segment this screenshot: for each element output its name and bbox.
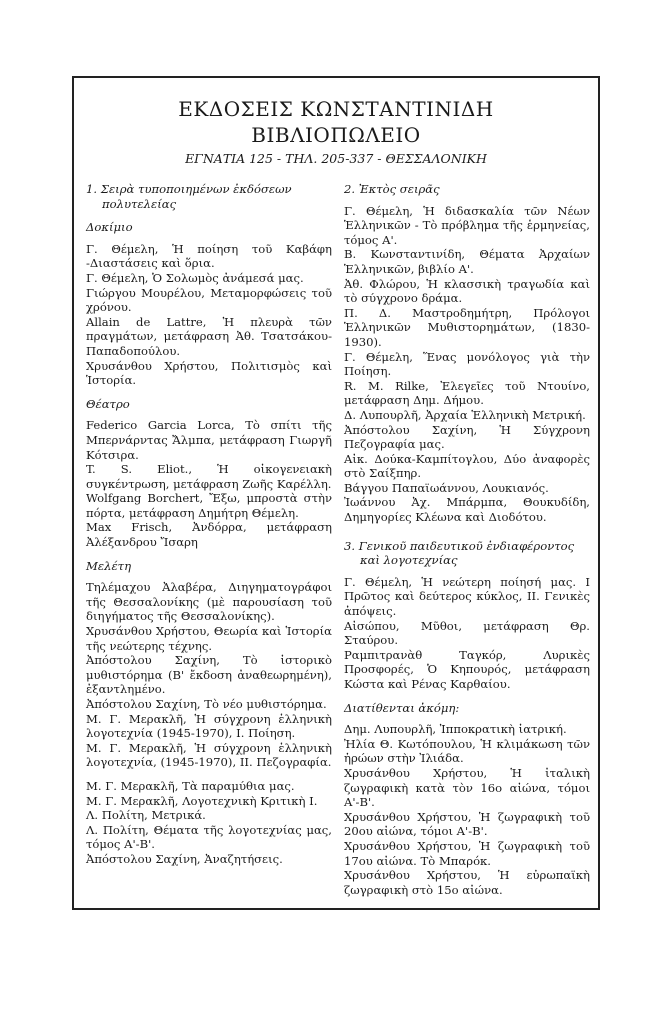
list-item: Ἀπόστολου Σαχίνη, Ἡ Σύγχρονη Πεζογραφία μας. (344, 422, 590, 452)
publisher-title: ΕΚΔΟΣΕΙΣ ΚΩΝΣΤΑΝΤΙΝΙΔΗ (178, 97, 494, 121)
list-item: Χρυσάνθου Χρήστου, Ἡ ζωγραφικὴ τοῦ 20ου αἰώνα, τόμοι Α'-Β'. (344, 809, 590, 839)
list-item: Ἀπόστολου Σαχίνη, Ἀναζητήσεις. (86, 851, 283, 866)
list-item: Χρυσάνθου Χρήστου, Ἡ ἰταλικὴ ζωγραφικὴ κατὰ τὸν 16ο αἰώνα, τόμοι Α'-Β'. (344, 765, 590, 810)
list-item: Χρυσάνθου Χρήστου, Θεωρία καὶ Ἱστορία τῆς νεώτερης τέχνης. (86, 624, 332, 653)
list-item: Αἰσώπου, Μῦθοι, μετάφραση Θρ. Σταύρου. (344, 618, 590, 648)
list-item: Δημ. Λυπουρλῆ, Ἱπποκρατικὴ ἰατρική. (344, 722, 567, 737)
list-item: Μ. Γ. Μερακλῆ, Τὰ παραμύθια μας. (86, 778, 295, 793)
theatro-heading: Θέατρο (86, 396, 130, 411)
list-item: Γιώργου Μουρέλου, Μεταμορφώσεις τοῦ χρόνου. (86, 285, 332, 315)
list-item: Ἀπόστολου Σαχίνη, Τὸ ἱστορικὸ μυθιστόρημα (Β' ἔκδοση ἀναθεωρημένη), ἐξαντλημένο. (86, 653, 332, 697)
list-item: Γ. Θέμελη, Ἡ ποίηση τοῦ Καβάφη -Διαστάσεις καὶ ὅρια. (86, 241, 332, 271)
left-column (86, 182, 332, 867)
list-item: Π. Δ. Μαστροδημήτρη, Πρόλογοι Ἑλληνικῶν Μυθιστορημάτων, (1830-1930). (344, 305, 590, 349)
list-item: Ραμπιτρανὰθ Ταγκόρ, Λυρικὲς Προσφορές, Ὁ Κηπουρός, μετάφραση Κώστα καὶ Ρένας Καρθαίου. (344, 647, 590, 691)
list-item: Ἰωάννου Ἀχ. Μπάρμπα, Θουκυδίδη, Δημηγορίες Κλέωνα καὶ Διοδότου. (344, 495, 590, 525)
section-3-heading: 3. Γενικοῦ παιδευτικοῦ ἐνδιαφέροντος (344, 538, 575, 553)
list-item: Max Frisch, Ἀνδόρρα, μετάφραση Ἀλέξανδρου Ἴσαρη (86, 520, 332, 550)
section-1-heading-cont: πολυτελείας (102, 196, 177, 211)
list-item: Βάγγου Παπαϊωάννου, Λουκιανός. (344, 480, 549, 495)
bookshop-title: ΒΙΒΛΙΟΠΩΛΕΙΟ (251, 123, 421, 147)
list-item: Αἰκ. Δούκα-Καμπίτογλου, Δύο ἀναφορὲς στὸ Σαίξπηρ. (344, 451, 590, 481)
section-3-heading-cont: καὶ λογοτεχνίας (360, 553, 458, 568)
list-item: R. M. Rilke, Ἐλεγεῖες τοῦ Ντουίνο, μετάφραση Δημ. Δήμου. (344, 378, 590, 408)
list-item: Federico Garcia Lorca, Τὸ σπίτι τῆς Μπερνάρντας Ἄλμπα, μετάφραση Γιωργῆ Κότσιρα. (86, 418, 332, 462)
section-1-heading: 1. Σειρὰ τυποποιημένων ἐκδόσεων (86, 182, 292, 196)
right-column (344, 182, 590, 897)
meleti-heading: Μελέτη (86, 558, 132, 573)
list-item: Ἀπόστολου Σαχίνη, Τὸ νέο μυθιστόρημα. (86, 697, 327, 711)
list-item: T. S. Eliot., Ἡ οἰκογενειακὴ συγκέντρωση, μετάφραση Ζωῆς Καρέλλη. (86, 462, 332, 491)
list-item: Λ. Πολίτη, Θέματα τῆς λογοτεχνίας μας, τόμος Α'-Β'. (86, 822, 332, 852)
list-item: Μ. Γ. Μερακλῆ, Ἡ σύγχρονη ἑλληνικὴ λογοτεχνία, (1945-1970), ΙΙ. Πεζογραφία. (86, 740, 332, 770)
section-2-heading: 2. Ἐκτὸς σειρᾶς (344, 182, 440, 196)
diatithentai-heading: Διατίθενται ἀκόμη: (344, 700, 460, 715)
list-item: Τηλέμαχου Ἀλαβέρα, Διηγηματογράφοι τῆς Θεσσαλονίκης (μὲ παρουσίαση τοῦ διηγήματος τῆς Θεσσαλονίκης). (86, 580, 332, 624)
list-item: Μ. Γ. Μερακλῆ, Λογοτεχνικὴ Κριτικὴ Ι. (86, 793, 318, 808)
list-item: Χρυσάνθου Χρήστου, Ἡ ζωγραφικὴ τοῦ 17ου αἰώνα. Τὸ Μπαρόκ. (344, 838, 590, 868)
list-item: Ἠλία Θ. Κωτόπουλου, Ἡ κλιμάκωση τῶν ἡρώων στὴν Ἰλιάδα. (344, 736, 590, 766)
catalog-frame (72, 76, 600, 910)
list-item: Δ. Λυπουρλῆ, Ἀρχαία Ἑλληνικὴ Μετρική. (344, 407, 586, 422)
list-item: Γ. Θέμελη, Ἡ νεώτερη ποίησή μας. Ι Πρῶτος καὶ δεύτερος κύκλος, ΙΙ. Γενικὲς ἀπόψεις. (344, 574, 590, 619)
list-item: Allain de Lattre, Ἡ πλευρὰ τῶν πραγμάτων, μετάφραση Ἀθ. Τσατσάκου-Παπαδοπούλου. (86, 314, 332, 358)
dokimio-heading: Δοκίμιο (86, 220, 133, 235)
list-item: Γ. Θέμελη, Ἕνας μονόλογος γιὰ τὴν Ποίηση. (344, 349, 590, 379)
list-item: Χρυσάνθου Χρήστου, Ἡ εὐρωπαϊκὴ ζωγραφικὴ στὸ 15ο αἰώνα. (344, 868, 590, 897)
list-item: Β. Κωνσταντινίδη, Θέματα Ἀρχαίων Ἑλληνικῶν, βιβλίο Α'. (344, 247, 590, 276)
header (74, 96, 598, 167)
list-item: Λ. Πολίτη, Μετρικά. (86, 808, 206, 823)
list-item: Γ. Θέμελη, Ὁ Σολωμὸς ἀνάμεσά μας. (86, 270, 304, 285)
list-item: Χρυσάνθου Χρήστου, Πολιτισμὸς καὶ Ἱστορία. (86, 358, 332, 388)
list-item: Ἀθ. Φλώρου, Ἡ κλασσικὴ τραγωδία καὶ τὸ σύγχρονο δράμα. (344, 276, 590, 306)
list-item: Wolfgang Borchert, Ἔξω, μπροστὰ στὴν πόρτα, μετάφραση Δημήτρη Θέμελη. (86, 491, 332, 520)
list-item: Γ. Θέμελη, Ἡ διδασκαλία τῶν Νέων Ἑλληνικῶν - Τὸ πρόβλημα τῆς ἑρμηνείας, τόμος Α'. (344, 203, 590, 247)
address-line: ΕΓΝΑΤΙΑ 125 - ΤΗΛ. 205-337 - ΘΕΣΣΑΛΟΝΙΚΗ (185, 151, 487, 166)
list-item: Μ. Γ. Μερακλῆ, Ἡ σύγχρονη ἑλληνικὴ λογοτεχνία (1945-1970), Ι. Ποίηση. (86, 711, 332, 741)
